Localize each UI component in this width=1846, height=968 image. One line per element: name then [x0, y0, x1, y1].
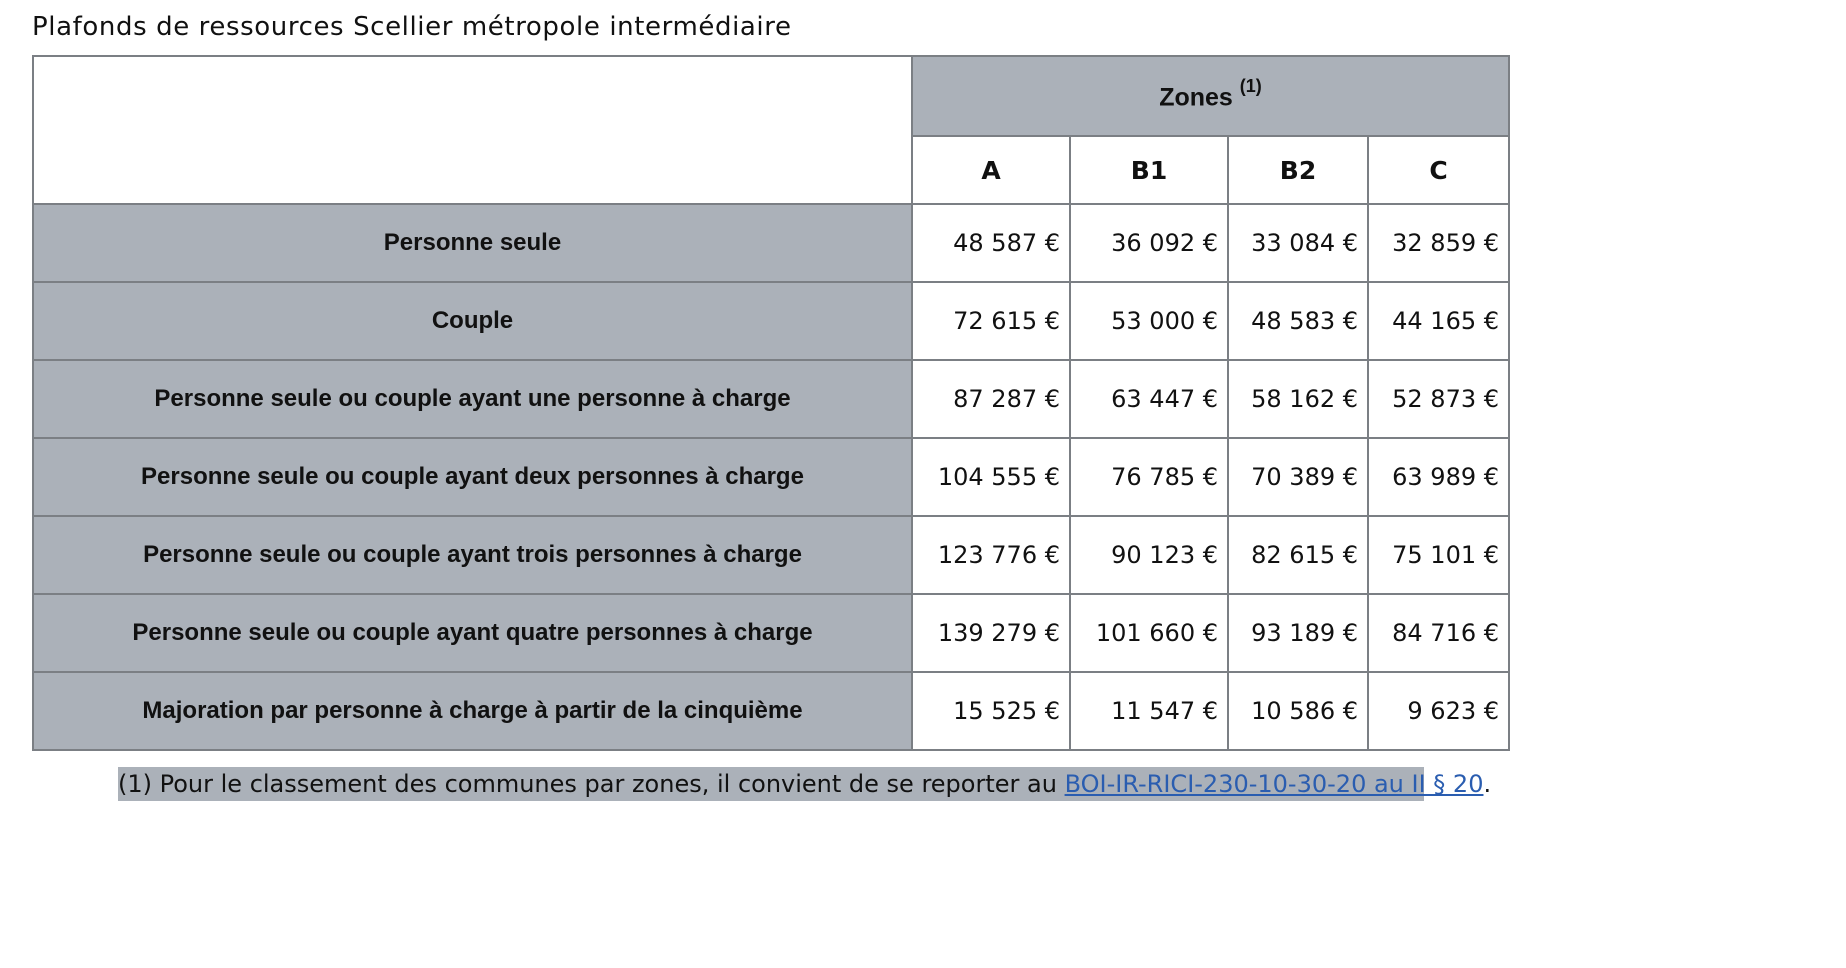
row-label: Couple — [33, 282, 912, 360]
cell-zone-b1: 90 123 € — [1070, 516, 1228, 594]
cell-zone-a: 15 525 € — [912, 672, 1070, 750]
table-row — [33, 282, 1509, 360]
cell-zone-c: 9 623 € — [1368, 672, 1509, 750]
cell-zone-b2: 48 583 € — [1228, 282, 1368, 360]
table-caption: Plafonds de ressources Scellier métropole intermédiaire — [32, 12, 792, 42]
table-row — [33, 672, 1509, 750]
table-row — [33, 516, 1509, 594]
footnote-reference-link[interactable]: BOI-IR-RICI-230-10-30-20 au II § 20 — [1064, 770, 1484, 798]
cell-zone-a: 87 287 € — [912, 360, 1070, 438]
cell-zone-a: 123 776 € — [912, 516, 1070, 594]
zone-header-b1: B1 — [1070, 136, 1228, 204]
zones-header — [912, 56, 1509, 136]
zones-footnote-marker: (1) — [1239, 75, 1262, 96]
cell-zone-b1: 63 447 € — [1070, 360, 1228, 438]
cell-zone-c: 44 165 € — [1368, 282, 1509, 360]
zone-header-c: C — [1368, 136, 1509, 204]
table-row — [33, 594, 1509, 672]
cell-zone-c: 84 716 € — [1368, 594, 1509, 672]
row-label: Personne seule ou couple ayant deux personnes à charge — [33, 438, 912, 516]
cell-zone-b2: 93 189 € — [1228, 594, 1368, 672]
cell-zone-b2: 70 389 € — [1228, 438, 1368, 516]
footnote-end: . — [1483, 770, 1492, 798]
cell-zone-b2: 10 586 € — [1228, 672, 1368, 750]
zone-header-a: A — [912, 136, 1070, 204]
zones-header-label: Zones — [1159, 83, 1233, 112]
row-label: Personne seule ou couple ayant une personne à charge — [33, 360, 912, 438]
cell-zone-c: 52 873 € — [1368, 360, 1509, 438]
table-row — [33, 360, 1509, 438]
table-header-row-zones — [33, 56, 1509, 136]
cell-zone-b1: 11 547 € — [1070, 672, 1228, 750]
cell-zone-b2: 33 084 € — [1228, 204, 1368, 282]
cell-zone-c: 63 989 € — [1368, 438, 1509, 516]
footnote-text: (1) Pour le classement des communes par zones, il convient de se reporter au — [118, 770, 1065, 798]
zone-header-b2: B2 — [1228, 136, 1368, 204]
cell-zone-b1: 53 000 € — [1070, 282, 1228, 360]
cell-zone-c: 32 859 € — [1368, 204, 1509, 282]
table-corner-cell — [33, 56, 912, 204]
cell-zone-b1: 36 092 € — [1070, 204, 1228, 282]
cell-zone-a: 48 587 € — [912, 204, 1070, 282]
row-label: Personne seule — [33, 204, 912, 282]
row-label: Personne seule ou couple ayant quatre personnes à charge — [33, 594, 912, 672]
cell-zone-a: 72 615 € — [912, 282, 1070, 360]
footnote — [118, 767, 1492, 801]
cell-zone-a: 139 279 € — [912, 594, 1070, 672]
table-row — [33, 438, 1509, 516]
cell-zone-b2: 82 615 € — [1228, 516, 1368, 594]
cell-zone-b2: 58 162 € — [1228, 360, 1368, 438]
row-label: Personne seule ou couple ayant trois personnes à charge — [33, 516, 912, 594]
cell-zone-b1: 76 785 € — [1070, 438, 1228, 516]
cell-zone-a: 104 555 € — [912, 438, 1070, 516]
cell-zone-c: 75 101 € — [1368, 516, 1509, 594]
resource-ceilings-table — [32, 55, 1510, 751]
cell-zone-b1: 101 660 € — [1070, 594, 1228, 672]
table-row — [33, 204, 1509, 282]
row-label: Majoration par personne à charge à partir de la cinquième — [33, 672, 912, 750]
